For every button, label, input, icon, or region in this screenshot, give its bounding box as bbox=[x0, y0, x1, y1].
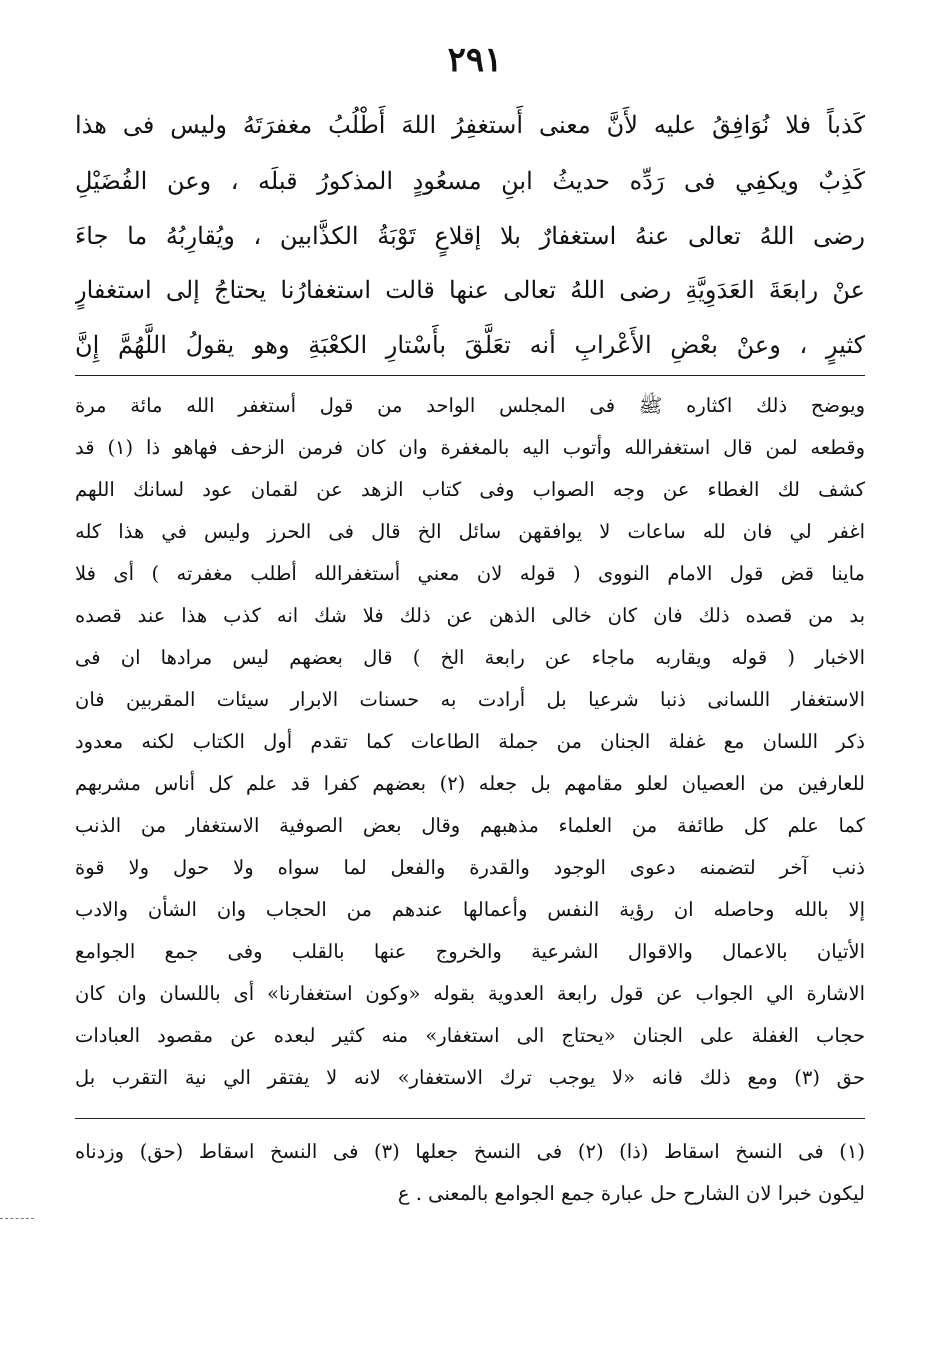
commentary-line: الاخبار ( قوله ويقاربه ماجاء عن رابعة الخ ) قال بعضهم ليس مرادها ان فى bbox=[75, 646, 865, 669]
commentary-line: كشف لك الغطاء عن وجه الصواب وفى كتاب الزهد عن لقمان عود لسانك اللهم bbox=[75, 478, 865, 501]
commentary-line: ذكر اللسان مع غفلة الجنان من جملة الطاعات كما تقدم أول الكتاب لكنه معدود bbox=[75, 730, 865, 753]
commentary-line: كما علم كل طائفة من العلماء مذهبهم وقال بعض الصوفية الاستغفار من الذنب bbox=[75, 814, 865, 837]
commentary-line: حق (٣) ومع ذلك فانه «لا يوجب ترك الاستغفار» لانه لا يفتقر الي نية التقرب بل bbox=[75, 1066, 865, 1089]
commentary-line: الأتيان بالاعمال والاقوال الشرعية والخروج عنها بالقلب وفى جمع الجوامع bbox=[75, 940, 865, 963]
main-text-line: كثيرٍ ، وعنْ بعْضِ الأَعْرابِ أنه تعَلَّقَ بأَسْتارِ الكعْبَةِ وهو يقولُ اللَّهُمَّ إِنَّ bbox=[75, 331, 865, 359]
commentary-line: ذنب آخر لتضمنه دعوى الوجود والقدرة والفعل لما سواه ولا حول ولا قوة bbox=[75, 856, 865, 879]
footnote-line: (١) فى النسخ اسقاط (ذا) (٢) فى النسخ جعلها (٣) فى النسخ اسقاط (حق) وزدناه bbox=[75, 1140, 865, 1163]
commentary-line: الاستغفار اللسانى ذنبا شرعيا بل أرادت به حسنات الابرار سيئات المقربين فان bbox=[75, 688, 865, 711]
commentary-line: وقطعه لمن قال استغفرالله وأتوب اليه بالمغفرة وان كان فرمن الزحف فهاهو ذا (١) قد bbox=[75, 436, 865, 459]
commentary-line: إلا بالله وحاصله ان رؤية النفس وأعمالها عندهم من الحجاب وان الشأن والادب bbox=[75, 898, 865, 921]
commentary-line: اغفر لي فان لله ساعات لا يوافقهن سائل الخ قال فى الحرز وليس في هذا كله bbox=[75, 520, 865, 543]
commentary-line: ماينا قض قول الامام النووى ( قوله لان معني أستغفرالله أطلب مغفرته ) أى فلا bbox=[75, 562, 865, 585]
main-text-line: رضى اللهُ تعالى عنهُ استغفارٌ بلا إقلاعٍ تَوْبَةُ الكذَّابين ، ويُقارِبُهُ ما جاءَ bbox=[75, 222, 865, 250]
commentary-line: حجاب الغفلة على الجنان «يحتاج الى استغفار» منه كثير لبعده عن مقصود العبادات bbox=[75, 1024, 865, 1047]
commentary-line: بد من قصده ذلك فان كان خالى الذهن عن ذلك فلا شك انه كذب هذا عند قصده bbox=[75, 604, 865, 627]
commentary-line: الاشارة الي الجواب عن قول رابعة العدوية بقوله «وكون استغفارنا» أى باللسان وان كان bbox=[75, 982, 865, 1005]
commentary-line: ويوضح ذلك اكثاره ﷺ فى المجلس الواحد من قول أستغفر الله مائة مرة bbox=[75, 394, 865, 417]
margin-mark bbox=[0, 1218, 34, 1219]
page-number: ٢٩١ bbox=[447, 40, 503, 80]
main-text-line: كَذِبٌ ويكفِي فى رَدِّه حديثُ ابنِ مسعُودٍ المذكورُ قبلَه ، وعن الفُضَيْلِ bbox=[75, 167, 865, 195]
footnote-line: ليكون خبرا لان الشارح حل عبارة جمع الجوامع بالمعنى . ع bbox=[397, 1182, 865, 1205]
footnote-divider bbox=[75, 1118, 865, 1119]
main-text-line: عنْ رابعَةَ العَدَوِيَّةِ رضى اللهُ تعالى عنها قالت استغفارُنا يحتاجُ إلى استغفارٍ bbox=[75, 276, 865, 304]
commentary-line: للعارفين من العصيان لعلو مقامهم بل جعله (٢) بعضهم كفرا قد علم كل أناس مشربهم bbox=[75, 772, 865, 795]
main-commentary-divider bbox=[75, 375, 865, 376]
main-text-line: كَذباً فلا نُوَافِقُ عليه لأَنَّ معنى أَستغفِرُ اللهَ أَطْلُبُ مغفرَتَهُ وليس فى هذا bbox=[75, 111, 865, 139]
